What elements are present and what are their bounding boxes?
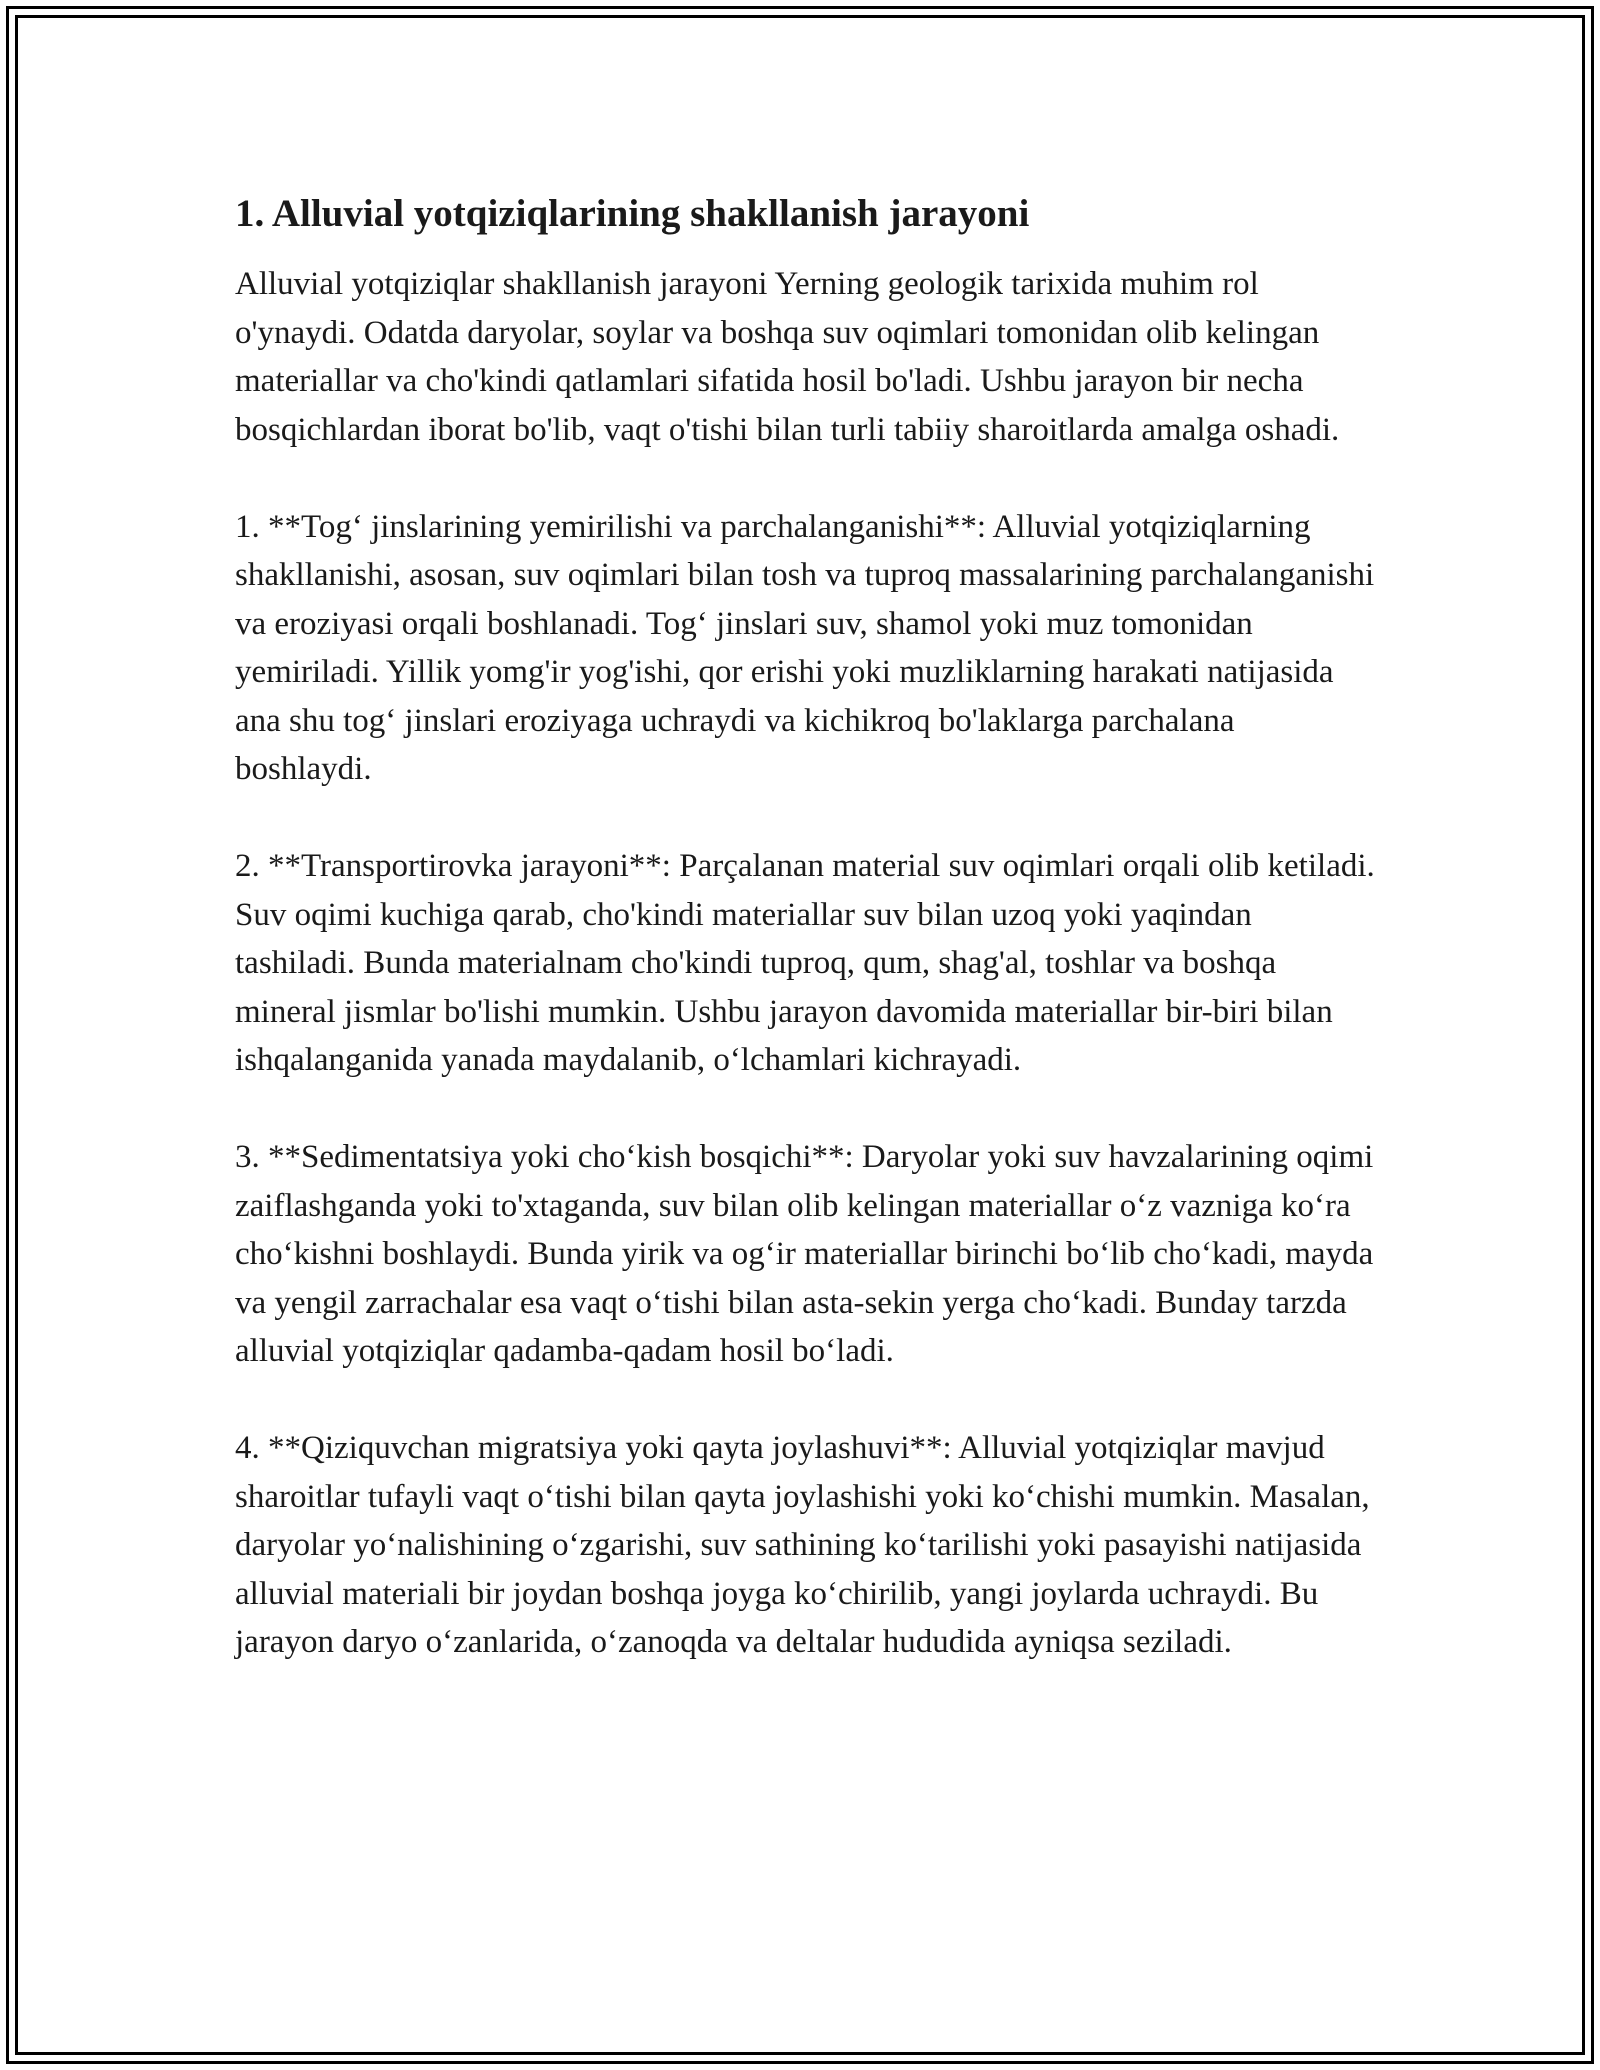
step-2-paragraph: 2. **Transportirovka jarayoni**: Parçalanan material suv oqimlari orqali olib ketiladi. Suv oqimi kuchiga qarab, cho'kindi materiallar suv bilan uzoq yoki yaqindan tashiladi. Bunda materialnam cho'kindi tuproq, qum, shag'al, toshlar va boshqa mineral jismlar bo'lishi mumkin. Ushbu jarayon davomida materiallar bir-biri bilan ishqalanganida yanada maydalanib, o‘lchamlari kichrayadi. bbox=[235, 848, 1375, 1078]
section-heading: 1. Alluvial yotqiziqlarining shakllanish jarayoni bbox=[235, 192, 1030, 235]
intro-paragraph: Alluvial yotqiziqlar shakllanish jarayoni Yerning geologik tarixida muhim rol o'ynaydi. Odatda daryolar, soylar va boshqa suv oqimlari tomonidan olib kelingan materiallar va cho'kindi qatlamlari sifatida hosil bo'ladi. Ushbu jarayon bir necha bosqichlardan iborat bo'lib, vaqt o'tishi bilan turli tabiiy sharoitlarda amalga oshadi. bbox=[235, 266, 1340, 448]
document-body bbox=[235, 186, 1375, 1715]
step-1-paragraph: 1. **Tog‘ jinslarining yemirilishi va parchalanganishi**: Alluvial yotqiziqlarning shakllanishi, asosan, suv oqimlari bilan tosh va tuproq massalarining parchalanganishi va eroziyasi orqali boshlanadi. Tog‘ jinslari suv, shamol yoki muz tomonidan yemiriladi. Yillik yomg'ir yog'ishi, qor erishi yoki muzliklarning harakati natijasida ana shu tog‘ jinslari eroziyaga uchraydi va kichikroq bo'laklarga parchalana boshlaydi. bbox=[235, 508, 1375, 787]
step-3-paragraph: 3. **Sedimentatsiya yoki cho‘kish bosqichi**: Daryolar yoki suv havzalarining oqimi zaiflashganda yoki to'xtaganda, suv bilan olib kelingan materiallar o‘z vazniga ko‘ra cho‘kishni boshlaydi. Bunda yirik va og‘ir materiallar birinchi bo‘lib cho‘kadi, mayda va yengil zarrachalar esa vaqt o‘tishi bilan asta-sekin yerga cho‘kadi. Bunday tarzda alluvial yotqiziqlar qadamba-qadam hosil bo‘ladi. bbox=[235, 1139, 1374, 1369]
step-4-paragraph: 4. **Qiziquvchan migratsiya yoki qayta joylashuvi**: Alluvial yotqiziqlar mavjud sharoitlar tufayli vaqt o‘tishi bilan qayta joylashishi yoki ko‘chishi mumkin. Masalan, daryolar yo‘nalishining o‘zgarishi, suv sathining ko‘tarilishi yoki pasayishi natijasida alluvial materiali bir joydan boshqa joyga ko‘chirilib, yangi joylarda uchraydi. Bu jarayon daryo o‘zanlarida, o‘zanoqda va deltalar hududida ayniqsa seziladi. bbox=[235, 1430, 1370, 1660]
